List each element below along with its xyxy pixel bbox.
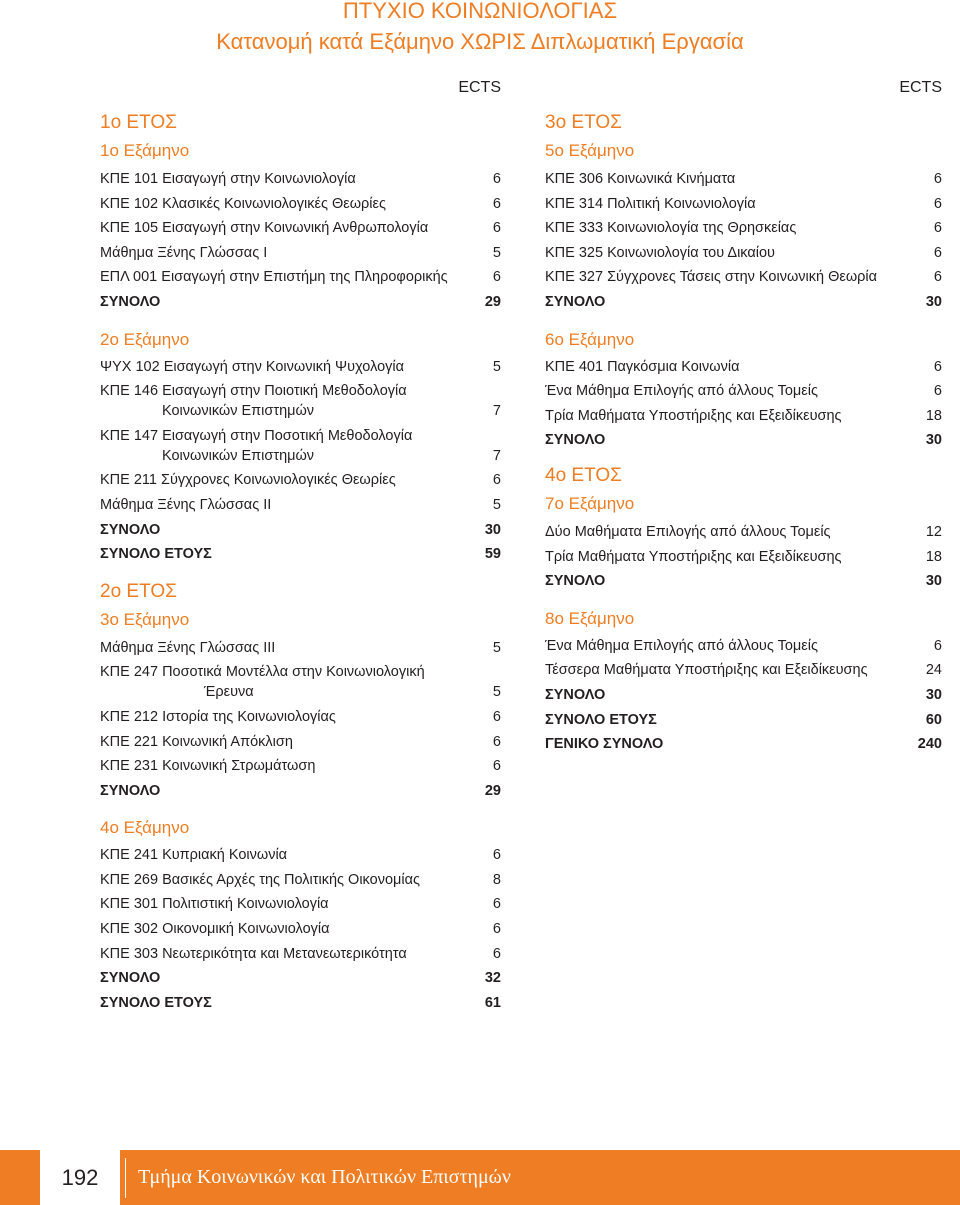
course-name: ΚΠΕ 101 Εισαγωγή στην Κοινωνιολογία — [100, 171, 356, 187]
ects-header: ECTS — [899, 79, 942, 96]
course-row — [545, 169, 942, 189]
total-row — [545, 430, 942, 450]
total-label: ΣΥΝΟΛΟ — [100, 521, 161, 538]
course-row — [100, 357, 501, 377]
course-name: Τρία Μαθήματα Υποστήριξης και Εξειδίκευσης — [545, 407, 842, 424]
course-ects: 5 — [492, 244, 501, 261]
course-ects: 5 — [492, 358, 501, 375]
total-value: 30 — [925, 432, 942, 449]
course-ects: 7 — [492, 447, 501, 464]
total-value: 32 — [484, 970, 501, 987]
total-label: ΣΥΝΟΛΟ — [545, 573, 606, 590]
course-row — [100, 218, 501, 238]
course-name-continued: Έρευνα — [204, 684, 254, 701]
course-ects: 6 — [492, 896, 501, 913]
total-row — [545, 292, 942, 312]
year-total-label: ΣΥΝΟΛΟ ΕΤΟΥΣ — [545, 711, 657, 728]
total-label: ΣΥΝΟΛΟ — [545, 686, 606, 703]
course-name: ΚΠΕ 327 Σύγχρονες Τάσεις στην Κοινωνική Θεωρία — [545, 269, 877, 286]
course-ects: 5 — [492, 496, 501, 513]
grand-total-label: ΓΕΝΙΚΟ ΣΥΝΟΛΟ — [545, 736, 664, 753]
total-value: 30 — [925, 293, 942, 310]
course-name-continued: Κοινωνικών Επιστημών — [162, 403, 315, 420]
course-name: ΚΠΕ 146 Εισαγωγή στην Ποιοτική Μεθοδολογία — [100, 383, 407, 400]
document-title: ΠΤΥΧΙΟ ΚΟΙΝΩΝΙΟΛΟΓΙΑΣ — [342, 0, 618, 23]
course-name: ΨΥΧ 102 Εισαγωγή στην Κοινωνική Ψυχολογία — [100, 358, 405, 375]
year-heading: 2ο ΕΤΟΣ — [100, 580, 177, 602]
course-name: ΚΠΕ 247 Ποσοτικά Μοντέλλα στην Κοινωνιολογική — [100, 664, 425, 681]
year-total-row — [545, 710, 942, 730]
course-row — [100, 732, 501, 752]
year-heading: 3ο ΕΤΟΣ — [545, 112, 622, 133]
total-label: ΣΥΝΟΛΟ — [100, 970, 161, 987]
course-row — [545, 218, 942, 238]
year-total-label: ΣΥΝΟΛΟ ΕΤΟΥΣ — [100, 994, 212, 1011]
course-name: Τέσσερα Μαθήματα Υποστήριξης και Εξειδίκευσης — [545, 662, 868, 679]
course-ects: 12 — [925, 523, 942, 540]
course-name: Δύο Μαθήματα Επιλογής από άλλους Τομείς — [545, 523, 831, 540]
course-name: ΚΠΕ 212 Ιστορία της Κοινωνιολογίας — [100, 708, 336, 725]
total-row — [100, 781, 501, 801]
course-name: ΚΠΕ 302 Οικονομική Κοινωνιολογία — [100, 921, 330, 938]
course-name: Μάθημα Ξένης Γλώσσας Ι — [100, 244, 268, 261]
course-name: ΚΠΕ 231 Κοινωνική Στρωμάτωση — [100, 758, 316, 775]
total-label: ΣΥΝΟΛΟ — [545, 293, 606, 310]
course-name: Ένα Μάθημα Επιλογής από άλλους Τομείς — [545, 637, 818, 654]
footer-department: Τμήμα Κοινωνικών και Πολιτικών Επιστημών — [138, 1166, 511, 1188]
course-ects: 6 — [933, 358, 942, 375]
course-ects: 5 — [492, 639, 501, 656]
course-name: ΚΠΕ 303 Νεωτερικότητα και Μετανεωτερικότητα — [100, 945, 407, 962]
course-row — [545, 267, 942, 287]
course-ects: 6 — [492, 758, 501, 775]
year-heading: 1ο ΕΤΟΣ — [100, 112, 177, 133]
year-total-row — [100, 544, 501, 564]
course-ects: 8 — [492, 871, 501, 888]
ects-header: ECTS — [458, 79, 501, 96]
course-row — [100, 870, 501, 890]
course-ects: 6 — [492, 171, 501, 187]
total-row — [545, 571, 942, 591]
year-total-label: ΣΥΝΟΛΟ ΕΤΟΥΣ — [100, 546, 212, 563]
course-ects: 7 — [492, 403, 501, 420]
course-ects: 6 — [933, 383, 942, 400]
total-row — [100, 520, 501, 540]
course-row — [100, 243, 501, 263]
course-row — [545, 357, 942, 377]
course-name: ΚΠΕ 306 Κοινωνικά Κινήματα — [545, 171, 736, 187]
course-row — [545, 660, 942, 680]
course-row — [100, 169, 501, 189]
course-name: ΚΠΕ 333 Κοινωνιολογία της Θρησκείας — [545, 220, 797, 237]
course-name: ΕΠΛ 001 Εισαγωγή στην Επιστήμη της Πληροφορικής — [100, 269, 448, 286]
course-row — [100, 194, 501, 214]
course-row — [100, 662, 501, 702]
total-row — [100, 292, 501, 312]
course-row — [545, 547, 942, 567]
course-name: ΚΠΕ 221 Κοινωνική Απόκλιση — [100, 733, 293, 750]
course-ects: 6 — [492, 921, 501, 938]
year-total-value: 59 — [484, 546, 501, 563]
total-row — [545, 685, 942, 705]
semester-heading: 8ο Εξάμηνο — [545, 608, 635, 628]
year-total-value: 61 — [484, 994, 501, 1011]
total-label: ΣΥΝΟΛΟ — [545, 432, 606, 449]
course-ects: 6 — [492, 945, 501, 962]
left-column — [100, 76, 501, 1017]
course-row — [100, 845, 501, 865]
course-ects: 6 — [492, 195, 501, 212]
course-name: ΚΠΕ 401 Παγκόσμια Κοινωνία — [545, 358, 740, 375]
year-total-row — [100, 993, 501, 1013]
course-ects: 6 — [933, 220, 942, 237]
course-name: Ένα Μάθημα Επιλογής από άλλους Τομείς — [545, 383, 818, 400]
total-label: ΣΥΝΟΛΟ — [100, 782, 161, 799]
course-ects: 6 — [492, 269, 501, 286]
document-subtitle: Κατανομή κατά Εξάμηνο ΧΩΡΙΣ Διπλωματική Εργασία — [216, 29, 744, 54]
total-value: 30 — [484, 521, 501, 538]
course-name: ΚΠΕ 147 Εισαγωγή στην Ποσοτική Μεθοδολογία — [100, 427, 413, 444]
total-value: 30 — [925, 686, 942, 703]
semester-heading: 3ο Εξάμηνο — [100, 609, 190, 629]
course-row — [100, 919, 501, 939]
course-row — [100, 707, 501, 727]
course-name: ΚΠΕ 241 Κυπριακή Κοινωνία — [100, 847, 288, 864]
course-name: ΚΠΕ 102 Κλασικές Κοινωνιολογικές Θεωρίες — [100, 195, 386, 212]
course-ects: 18 — [925, 548, 942, 565]
course-name: ΚΠΕ 269 Βασικές Αρχές της Πολιτικής Οικονομίας — [100, 871, 420, 888]
semester-heading: 5ο Εξάμηνο — [545, 141, 635, 160]
year-heading: 4ο ΕΤΟΣ — [545, 464, 622, 486]
course-row — [545, 243, 942, 263]
course-ects: 6 — [933, 244, 942, 261]
course-ects: 6 — [492, 708, 501, 725]
page-number: 192 — [61, 1165, 99, 1190]
course-row — [545, 381, 942, 401]
course-row — [100, 944, 501, 964]
footer-divider — [125, 1158, 126, 1198]
total-label: ΣΥΝΟΛΟ — [100, 293, 161, 310]
course-name: ΚΠΕ 301 Πολιτιστική Κοινωνιολογία — [100, 896, 329, 913]
course-ects: 6 — [933, 171, 942, 187]
course-name: ΚΠΕ 105 Εισαγωγή στην Κοινωνική Ανθρωπολογία — [100, 220, 429, 237]
semester-heading: 1ο Εξάμηνο — [100, 141, 190, 160]
course-row — [545, 194, 942, 214]
right-column — [545, 76, 942, 759]
course-ects: 6 — [492, 472, 501, 489]
course-row — [100, 426, 501, 466]
course-name: ΚΠΕ 211 Σύγχρονες Κοινωνιολογικές Θεωρίες — [100, 472, 396, 489]
year-total-value: 60 — [925, 711, 942, 728]
course-ects: 6 — [933, 637, 942, 654]
course-ects: 6 — [933, 269, 942, 286]
total-value: 29 — [484, 293, 501, 310]
course-ects: 18 — [925, 407, 942, 424]
course-ects: 6 — [933, 195, 942, 212]
course-ects: 6 — [492, 847, 501, 864]
course-name-continued: Κοινωνικών Επιστημών — [162, 447, 315, 464]
course-row — [100, 381, 501, 421]
course-row — [545, 636, 942, 656]
course-name: Μάθημα Ξένης Γλώσσας ΙΙΙ — [100, 639, 276, 656]
course-ects: 5 — [492, 684, 501, 701]
semester-heading: 7ο Εξάμηνο — [545, 493, 635, 513]
total-value: 30 — [925, 573, 942, 590]
semester-heading: 6ο Εξάμηνο — [545, 329, 635, 349]
course-row — [100, 267, 501, 287]
course-ects: 6 — [492, 220, 501, 237]
course-row — [100, 638, 501, 658]
course-row — [100, 495, 501, 515]
course-name: ΚΠΕ 325 Κοινωνιολογία του Δικαίου — [545, 244, 775, 261]
course-row — [100, 894, 501, 914]
grand-total-value: 240 — [917, 736, 942, 753]
course-row — [545, 406, 942, 426]
course-ects: 24 — [925, 662, 942, 679]
course-row — [100, 470, 501, 490]
course-ects: 6 — [492, 733, 501, 750]
course-name: Τρία Μαθήματα Υποστήριξης και Εξειδίκευσης — [545, 548, 842, 565]
grand-total-row — [545, 734, 942, 754]
total-row — [100, 968, 501, 988]
course-row — [545, 522, 942, 542]
course-row — [100, 756, 501, 776]
semester-heading: 2ο Εξάμηνο — [100, 329, 190, 349]
course-name: ΚΠΕ 314 Πολιτική Κοινωνιολογία — [545, 195, 756, 212]
total-value: 29 — [484, 782, 501, 799]
course-name: Μάθημα Ξένης Γλώσσας ΙΙ — [100, 496, 272, 513]
semester-heading: 4ο Εξάμηνο — [100, 818, 190, 838]
